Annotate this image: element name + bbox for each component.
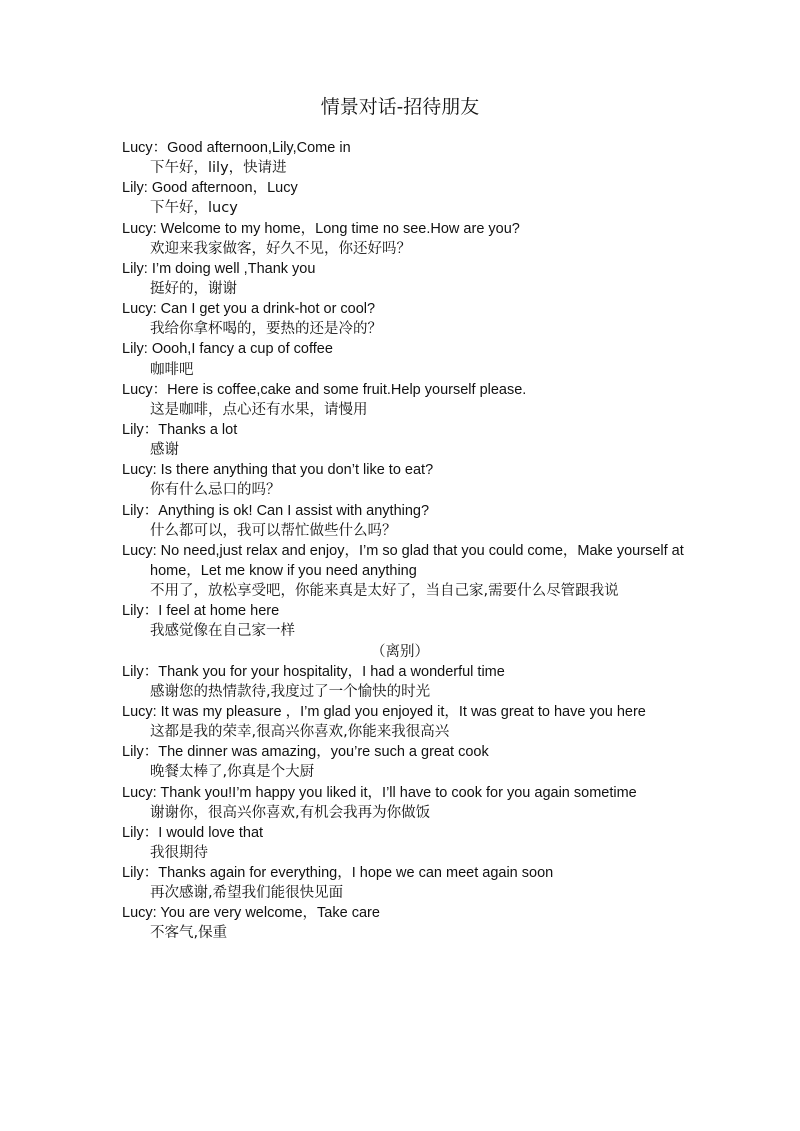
dialogue-line: Lucy: You are very welcome，Take care: [122, 905, 380, 922]
translation-line: 下午好，lily，快请进: [150, 160, 287, 177]
translation-line: 我给你拿杯喝的，要热的还是冷的？: [150, 321, 382, 338]
dialogue-line: Lucy：Here is coffee,cake and some fruit.Help yourself please.: [122, 381, 527, 398]
dialogue-line: Lily：I feel at home here: [122, 603, 280, 620]
dialogue-line: Lucy: Can I get you a drink-hot or cool?: [122, 301, 376, 318]
page-title: 情景对话-招待朋友: [320, 96, 480, 118]
translation-line: 晚餐太棒了,你真是个大厨: [150, 764, 315, 781]
translation-line: 不用了，放松享受吧，你能来真是太好了，当自己家,需要什么尽管跟我说: [150, 583, 619, 600]
dialogue-line: Lucy: It was my pleasure ，I’m glad you enjoyed it，It was great to have you here: [122, 703, 646, 720]
translation-line: 感谢: [150, 442, 179, 459]
translation-line: 再次感谢,希望我们能很快见面: [150, 885, 344, 902]
translation-line: 挺好的，谢谢: [150, 280, 237, 297]
translation-line: 不客气,保重: [150, 925, 228, 942]
translation-line: 下午好，lucy: [150, 200, 238, 217]
dialogue-body: [122, 138, 682, 944]
dialogue-line: Lucy：Good afternoon,Lily,Come in: [122, 140, 351, 156]
dialogue-line: Lucy: Welcome to my home，Long time no see.How are you?: [122, 220, 520, 237]
section-heading: （离别）: [371, 643, 429, 660]
translation-line: 我感觉像在自己家一样: [150, 623, 295, 640]
translation-line: 我很期待: [150, 844, 208, 861]
dialogue-line-continuation: home，Let me know if you need anything: [150, 562, 417, 579]
dialogue-line: Lily: Good afternoon，Lucy: [122, 180, 298, 197]
dialogue-line: Lily：I would love that: [122, 824, 264, 841]
translation-line: 欢迎来我家做客，好久不见，你还好吗？: [150, 240, 411, 257]
dialogue-line: Lily：The dinner was amazing，you’re such a great cook: [122, 744, 489, 761]
dialogue-line: Lily：Thanks again for everything，I hope we can meet again soon: [122, 865, 554, 882]
translation-line: 感谢您的热情款待,我度过了一个愉快的时光: [150, 683, 431, 700]
translation-line: 这是咖啡，点心还有水果，请慢用: [150, 401, 368, 418]
dialogue-line: Lucy: Is there anything that you don’t like to eat?: [122, 462, 434, 479]
translation-line: 这都是我的荣幸,很高兴你喜欢,你能来我很高兴: [150, 724, 450, 741]
translation-line: 谢谢你，很高兴你喜欢,有机会我再为你做饭: [150, 804, 431, 821]
translation-line: 什么都可以，我可以帮忙做些什么吗？: [150, 522, 397, 539]
dialogue-line: Lily：Thank you for your hospitality，I had a wonderful time: [122, 663, 505, 680]
dialogue-line: Lucy: Thank you!I’m happy you liked it，I’ll have to cook for you again sometime: [122, 784, 637, 801]
translation-line: 咖啡吧: [150, 361, 194, 378]
dialogue-line: Lily：Anything is ok! Can I assist with anything?: [122, 502, 430, 519]
dialogue-line: Lily: Oooh,I fancy a cup of coffee: [122, 341, 333, 358]
dialogue-line: Lucy: No need,just relax and enjoy，I’m so glad that you could come，Make yourself at: [122, 542, 684, 559]
dialogue-line: Lily：Thanks a lot: [122, 421, 238, 438]
translation-line: 你有什么忌口的吗？: [150, 482, 281, 499]
dialogue-line: Lily: I’m doing well ,Thank you: [122, 260, 316, 277]
